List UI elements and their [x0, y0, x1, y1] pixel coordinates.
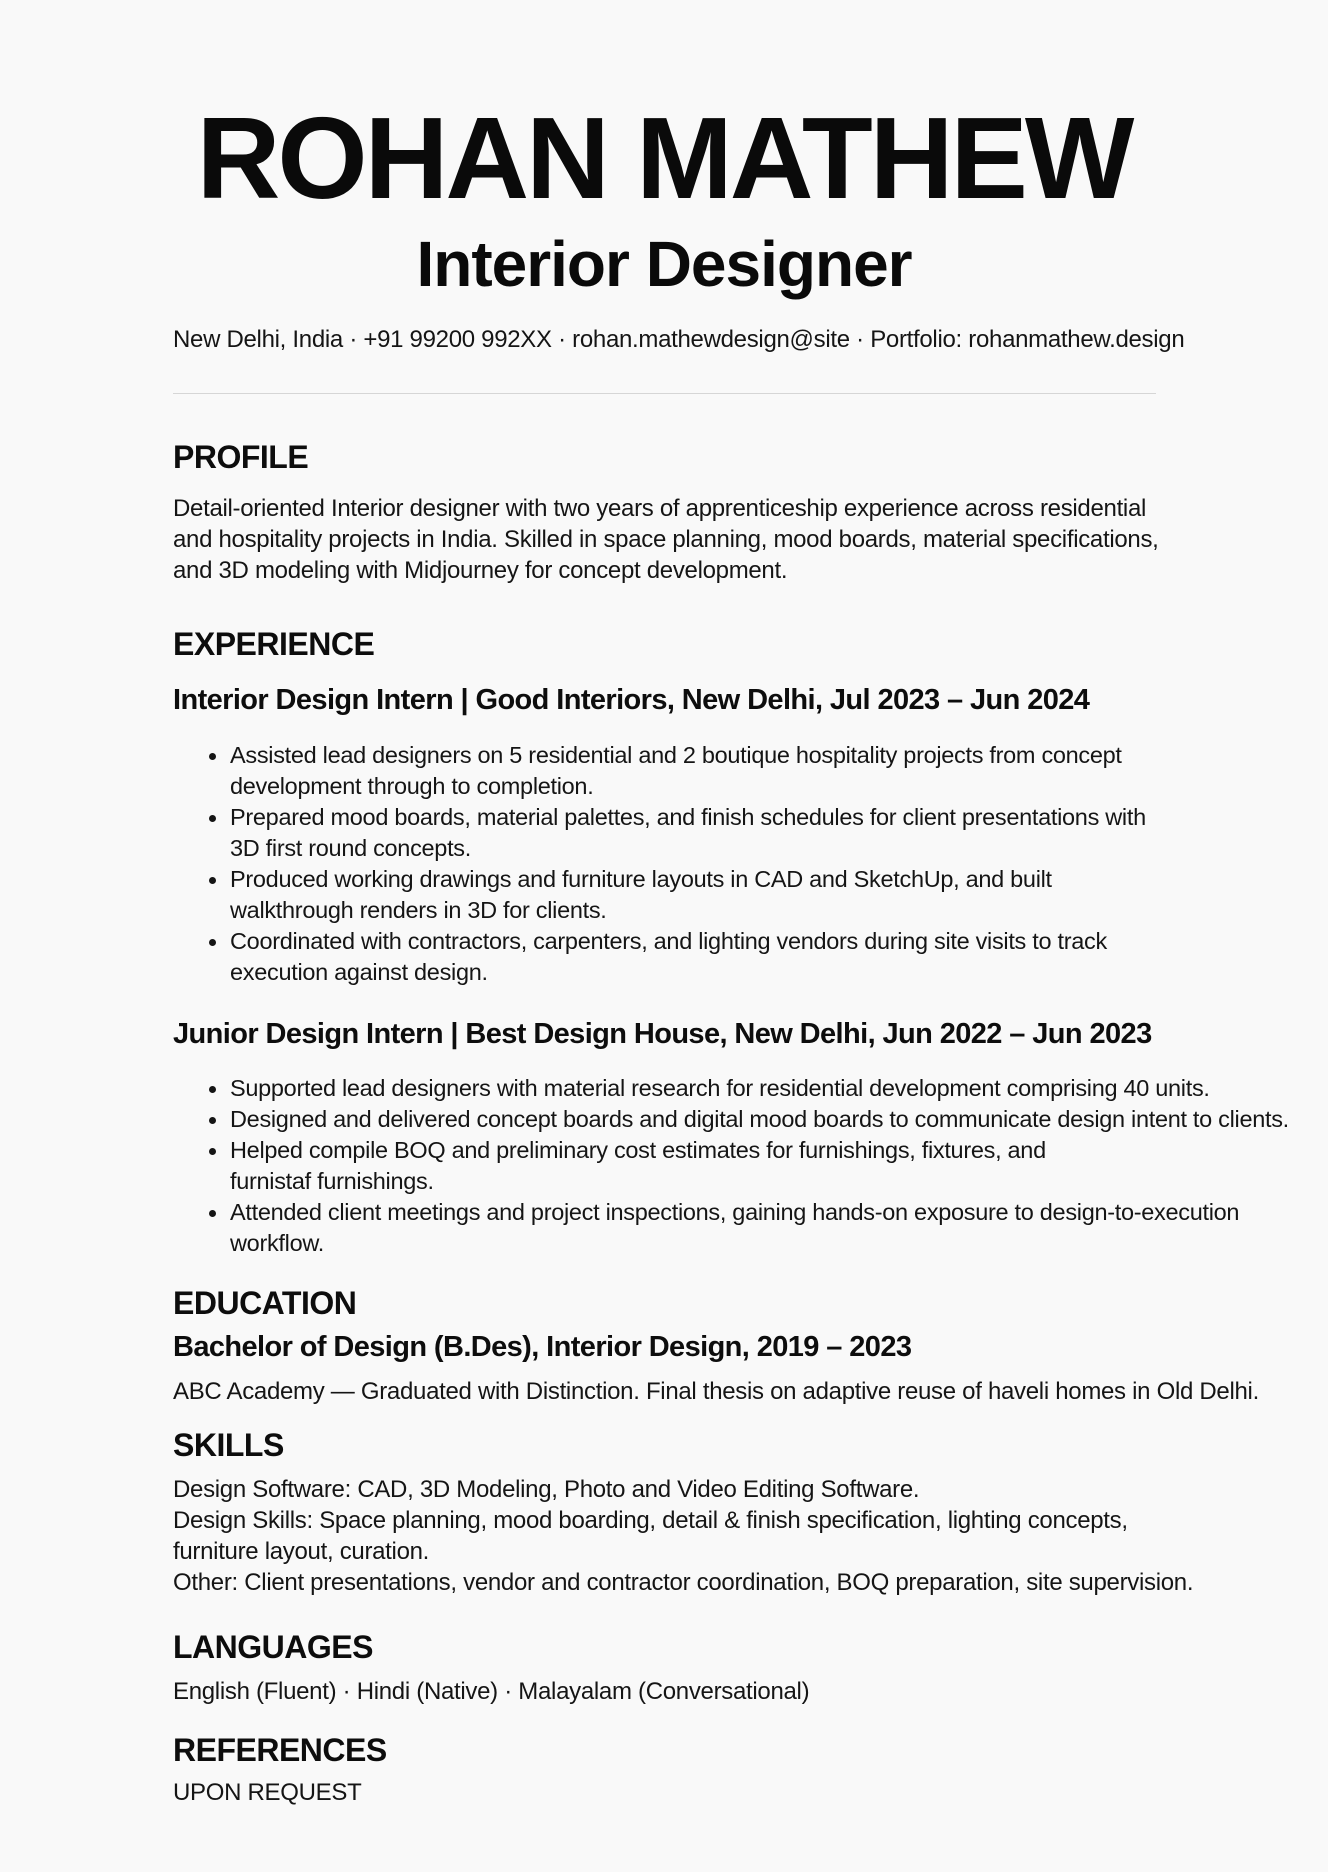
- degree-title: Bachelor of Design (B.Des), Interior Design, 2019 – 2023: [173, 1331, 912, 1363]
- job-title: Interior Designer: [416, 228, 912, 300]
- bullet-line: development through to completion.: [230, 773, 594, 799]
- profile-summary: [173, 493, 1263, 586]
- list-item: [173, 740, 1263, 802]
- bullet-line: walkthrough renders in 3D for clients.: [230, 897, 607, 923]
- bullet-line: 3D first round concepts.: [230, 835, 471, 861]
- bullet-line: Prepared mood boards, material palettes, and finish schedules for client presentations with: [230, 804, 1146, 830]
- list-item: [173, 1073, 1263, 1104]
- bullet-line: Assisted lead designers on 5 residential and 2 boutique hospitality projects from concept: [230, 742, 1122, 768]
- bullet-line: Helped compile BOQ and preliminary cost estimates for furnishings, fixtures, and: [230, 1137, 1046, 1163]
- skills-line: Other: Client presentations, vendor and contractor coordination, BOQ preparation, site supervision.: [173, 1569, 1194, 1596]
- degree-detail: ABC Academy — Graduated with Distinction. Final thesis on adaptive reuse of haveli homes in Old Delhi.: [173, 1378, 1259, 1405]
- section-heading-references: REFERENCES: [173, 1732, 387, 1768]
- contact-line: New Delhi, India · +91 99200 992XX · rohan.mathewdesign@site · Portfolio: rohanmathew.design: [173, 326, 1185, 353]
- references-text: UPON REQUEST: [173, 1779, 362, 1806]
- bullet-line: Supported lead designers with material research for residential development comprising 40 units.: [230, 1075, 1210, 1101]
- bullet-line: Produced working drawings and furniture layouts in CAD and SketchUp, and built: [230, 866, 1052, 892]
- candidate-name: ROHAN MATHEW: [196, 93, 1132, 223]
- bullet-line: execution against design.: [230, 959, 488, 985]
- header-divider: [173, 393, 1156, 394]
- job-1-bullets: [173, 740, 1263, 988]
- job-title-1: Interior Design Intern | Good Interiors, New Delhi, Jul 2023 – Jun 2024: [173, 684, 1090, 716]
- skills-line: Design Software: CAD, 3D Modeling, Photo and Video Editing Software.: [173, 1476, 920, 1503]
- bullet-line: Attended client meetings and project inspections, gaining hands-on exposure to design-to-execution: [230, 1199, 1240, 1225]
- profile-line: and hospitality projects in India. Skilled in space planning, mood boards, material specifications,: [173, 526, 1159, 553]
- skills-line: Design Skills: Space planning, mood boarding, detail & finish specification, lighting concepts,: [173, 1507, 1128, 1534]
- list-item: [173, 802, 1263, 864]
- job-title-2: Junior Design Intern | Best Design House, New Delhi, Jun 2022 – Jun 2023: [173, 1018, 1152, 1050]
- skills-line: furniture layout, curation.: [173, 1538, 430, 1565]
- section-heading-languages: LANGUAGES: [173, 1629, 373, 1665]
- section-heading-education: EDUCATION: [173, 1285, 357, 1321]
- section-heading-experience: EXPERIENCE: [173, 626, 375, 662]
- section-heading-profile: PROFILE: [173, 439, 309, 475]
- profile-line: Detail-oriented Interior designer with two years of apprenticeship experience across residential: [173, 495, 1147, 522]
- list-item: [173, 1197, 1263, 1259]
- bullet-line: Designed and delivered concept boards and digital mood boards to communicate design intent to clients.: [230, 1106, 1289, 1132]
- bullet-line: workflow.: [230, 1230, 324, 1256]
- list-item: [173, 864, 1263, 926]
- languages-list: English (Fluent) · Hindi (Native) · Malayalam (Conversational): [173, 1678, 810, 1705]
- section-heading-skills: SKILLS: [173, 1427, 284, 1463]
- profile-line: and 3D modeling with Midjourney for concept development.: [173, 557, 788, 584]
- bullet-line: furnistaf furnishings.: [230, 1168, 434, 1194]
- list-item: [173, 926, 1263, 988]
- list-item: [173, 1104, 1289, 1135]
- bullet-line: Coordinated with contractors, carpenters, and lighting vendors during site visits to track: [230, 928, 1107, 954]
- job-2-bullets: [173, 1073, 1289, 1259]
- skills-list: [173, 1474, 1263, 1598]
- list-item: [173, 1135, 1263, 1197]
